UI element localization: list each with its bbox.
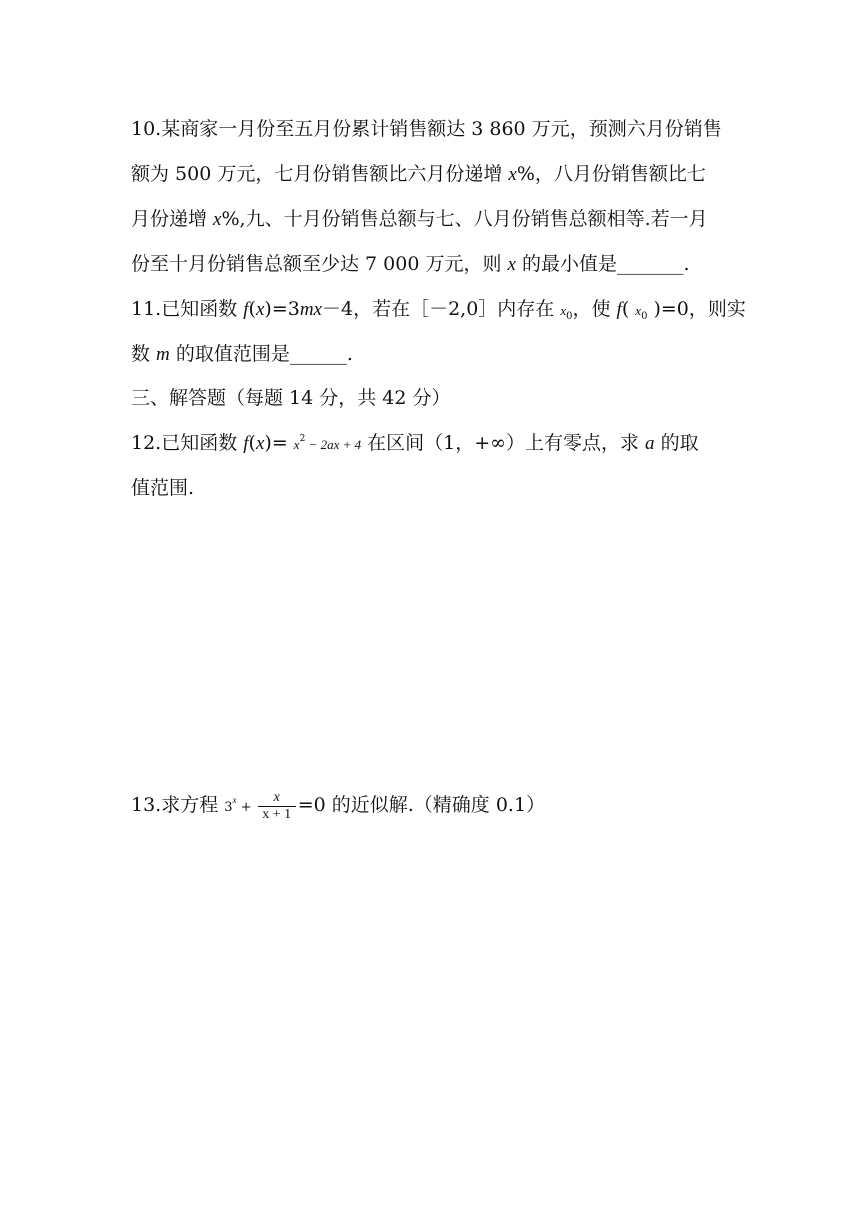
q11-text: 11.已知函数 [131,298,244,320]
q11-text: )=0，则实 [647,298,746,320]
expr-sup: 2 [299,434,306,444]
function-f: f [616,299,622,320]
q10-text: 份至十月份销售总额至少达 7 000 万元，则 [131,253,508,275]
variable-x: x [507,254,516,275]
q12-text: 12.已知函数 [131,432,244,454]
q11-text: 的取值范围是______. [169,343,353,365]
q13-line-1 [131,785,545,828]
section-heading-text: 三、解答题（每题 14 分，共 42 分） [131,387,451,409]
variable-x: x [255,299,265,320]
function-f: f [243,299,249,320]
q12-line-1 [131,428,699,462]
variable-x: x [508,164,517,185]
q10-text: 额为 500 万元，七月份销售额比六月份递增 [131,163,509,185]
q11-line-1 [131,294,746,328]
q13-text: 13.求方程 [131,794,225,816]
power-base: 3 [224,800,233,815]
q11-text: )=3 [264,298,300,320]
expr-rest: − 2ax + 4 [305,437,362,452]
q11-line-2 [131,339,353,370]
variable-x: x [213,209,222,230]
variable-x0: x [635,303,642,318]
q10-line-3 [131,204,708,235]
subscript-0: 0 [566,311,573,322]
variable-mx: mx [299,299,322,320]
q10-line-4 [131,249,690,280]
q12-text: 在区间（1，+∞）上有零点，求 [361,432,646,454]
q10-text: 月份递增 [131,208,214,230]
subscript-0: 0 [641,311,648,322]
q11-text: ( [248,298,256,320]
fraction-denominator: x + 1 [262,806,292,822]
q10-text: 的最小值是_______. [515,253,690,275]
q11-text: ( [621,298,636,320]
q10-line-2 [131,159,706,190]
q13-text: =0 的近似解.（精确度 0.1） [297,794,546,816]
expr-x: x [293,437,300,452]
power-exponent: x [232,795,237,805]
variable-a: a [645,433,655,454]
q12-line-2 [131,473,194,503]
fraction-numerator: x [273,789,280,805]
variable-m: m [156,344,170,365]
q12-text: 的取 [654,432,699,454]
q10-text: %,九、十月份销售总额与七、八月份销售总额相等.若一月 [221,208,708,230]
q12-text: 值范围. [131,477,195,499]
q12-text: )= [264,432,294,454]
q11-text: 数 [131,343,157,365]
q11-text: －4，若在［－2,0］内存在 [321,298,561,320]
plus-sign: + [236,800,256,815]
function-f: f [243,433,249,454]
variable-x: x [255,433,265,454]
q11-text: ，使 [572,298,617,320]
variable-x0: x [560,303,567,318]
q10-text: %，八月份销售额比七 [516,163,706,185]
q10-text: 10.某商家一月份至五月份累计销售额达 3 860 万元，预测六月份销售 [131,118,722,140]
fraction [258,790,296,823]
section-heading [131,383,451,413]
q12-text: ( [248,432,256,454]
q10-line-1 [131,114,722,144]
